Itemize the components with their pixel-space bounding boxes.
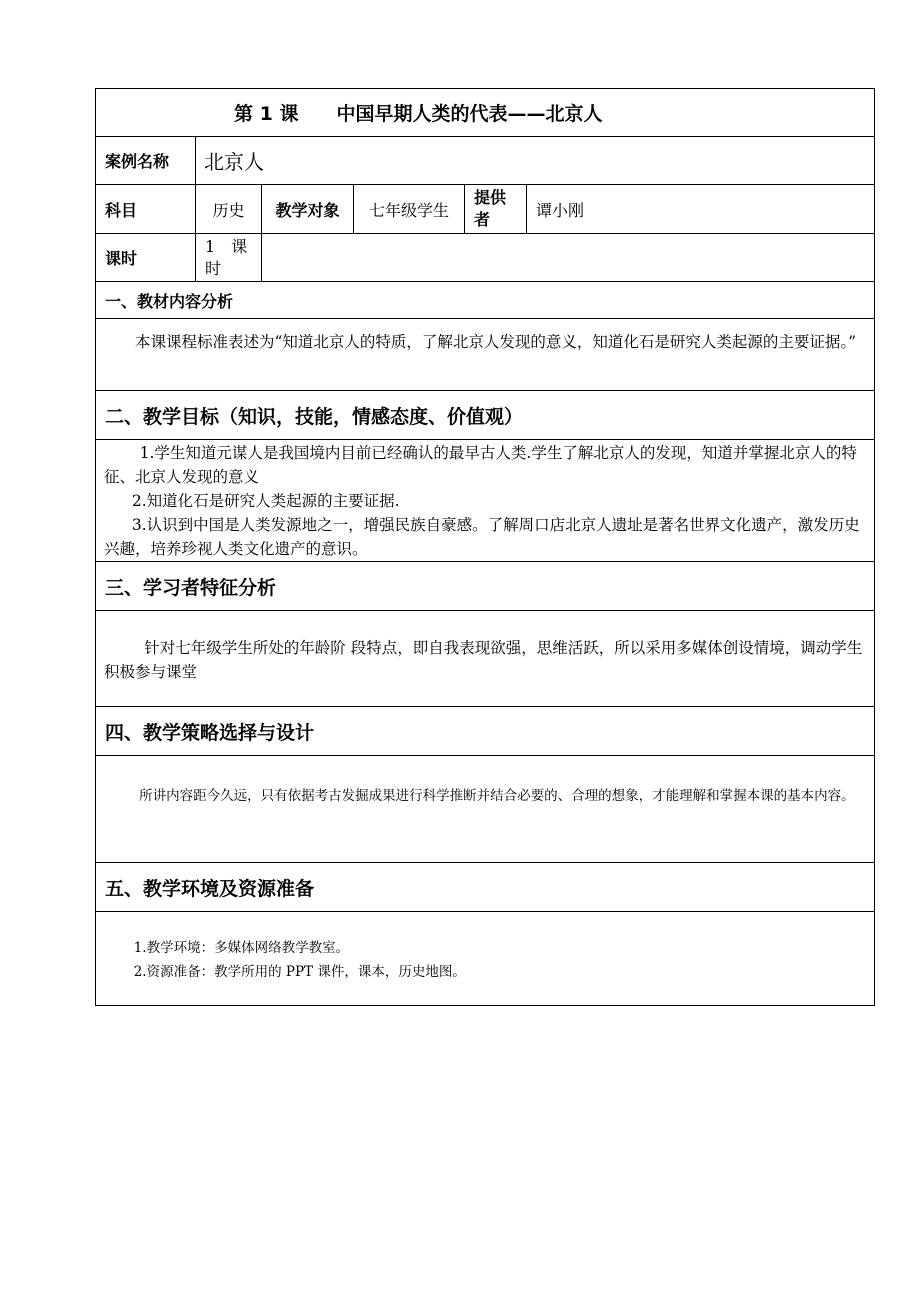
section-5-paragraph-2: 2.资源准备：教学所用的 PPT 课件，课本，历史地图。 — [133, 964, 466, 980]
title-row — [96, 89, 874, 137]
section-2-heading: 二、教学目标（知识，技能，情感态度、价值观） — [96, 391, 874, 440]
provider-value: 谭小刚 — [536, 200, 585, 220]
section-2-paragraph-1: 1.学生知道元谋人是我国境内目前已经确认的最早古人类.学生了解北京人的发现，知道并掌握北京人的特征、北京人发现的意义 — [104, 444, 857, 486]
section-2-body — [96, 440, 874, 562]
section-4-heading: 四、教学策略选择与设计 — [96, 707, 874, 756]
section-2-paragraph-2: 2.知道化石是研究人类起源的主要证据. — [131, 492, 400, 510]
section-1-body — [96, 319, 874, 391]
provider-label-line1: 提供 — [474, 188, 507, 207]
section-5-heading: 五、教学环境及资源准备 — [96, 863, 874, 912]
section-5-body — [96, 912, 874, 984]
section-1-paragraph: 本课课程标准表述为“知道北京人的特质，了解北京人发现的意义，知道化石是研究人类起源的主要证据。” — [135, 333, 857, 351]
audience-value: 七年级学生 — [354, 185, 465, 233]
hours-label: 课时 — [96, 234, 196, 281]
audience-label: 教学对象 — [262, 185, 354, 233]
hours-row — [96, 234, 874, 282]
section-1-heading: 一、教材内容分析 — [96, 282, 874, 319]
subject-value: 历史 — [196, 185, 262, 233]
section-4-body — [96, 756, 874, 863]
section-3-paragraph: 针对七年级学生所处的年龄阶 段特点，即自我表现欲强，思维活跃，所以采用多媒体创设情境，调动学生积极参与课堂 — [104, 639, 863, 681]
provider-label-line2: 者 — [474, 210, 491, 229]
case-name-label: 案例名称 — [96, 137, 196, 184]
hours-value — [196, 234, 262, 281]
section-4-paragraph: 所讲内容距今久远，只有依据考古发掘成果进行科学推断并结合必要的、合理的想象，才能理解和掌握本课的基本内容。 — [139, 788, 855, 804]
section-3-heading: 三、学习者特征分析 — [96, 562, 874, 611]
subject-label: 科目 — [96, 185, 196, 233]
hours-value-line2: 时 — [205, 259, 222, 278]
page-title: 第 1 课 中国早期人类的代表——北京人 — [234, 103, 603, 125]
section-2-paragraph-3: 3.认识到中国是人类发源地之一，增强民族自豪感。了解周口店北京人遗址是著名世界文化遗产，激发历史兴趣，培养珍视人类文化遗产的意识。 — [104, 516, 860, 558]
lesson-plan-table — [95, 88, 875, 1006]
hours-value-line1: 1 课 — [205, 237, 248, 256]
section-5-paragraph-1: 1.教学环境：多媒体网络教学教室。 — [133, 940, 350, 956]
case-name-row — [96, 137, 874, 185]
subject-row — [96, 185, 874, 234]
section-3-body — [96, 611, 874, 707]
case-name-value: 北京人 — [204, 150, 264, 174]
provider-label — [465, 185, 527, 233]
